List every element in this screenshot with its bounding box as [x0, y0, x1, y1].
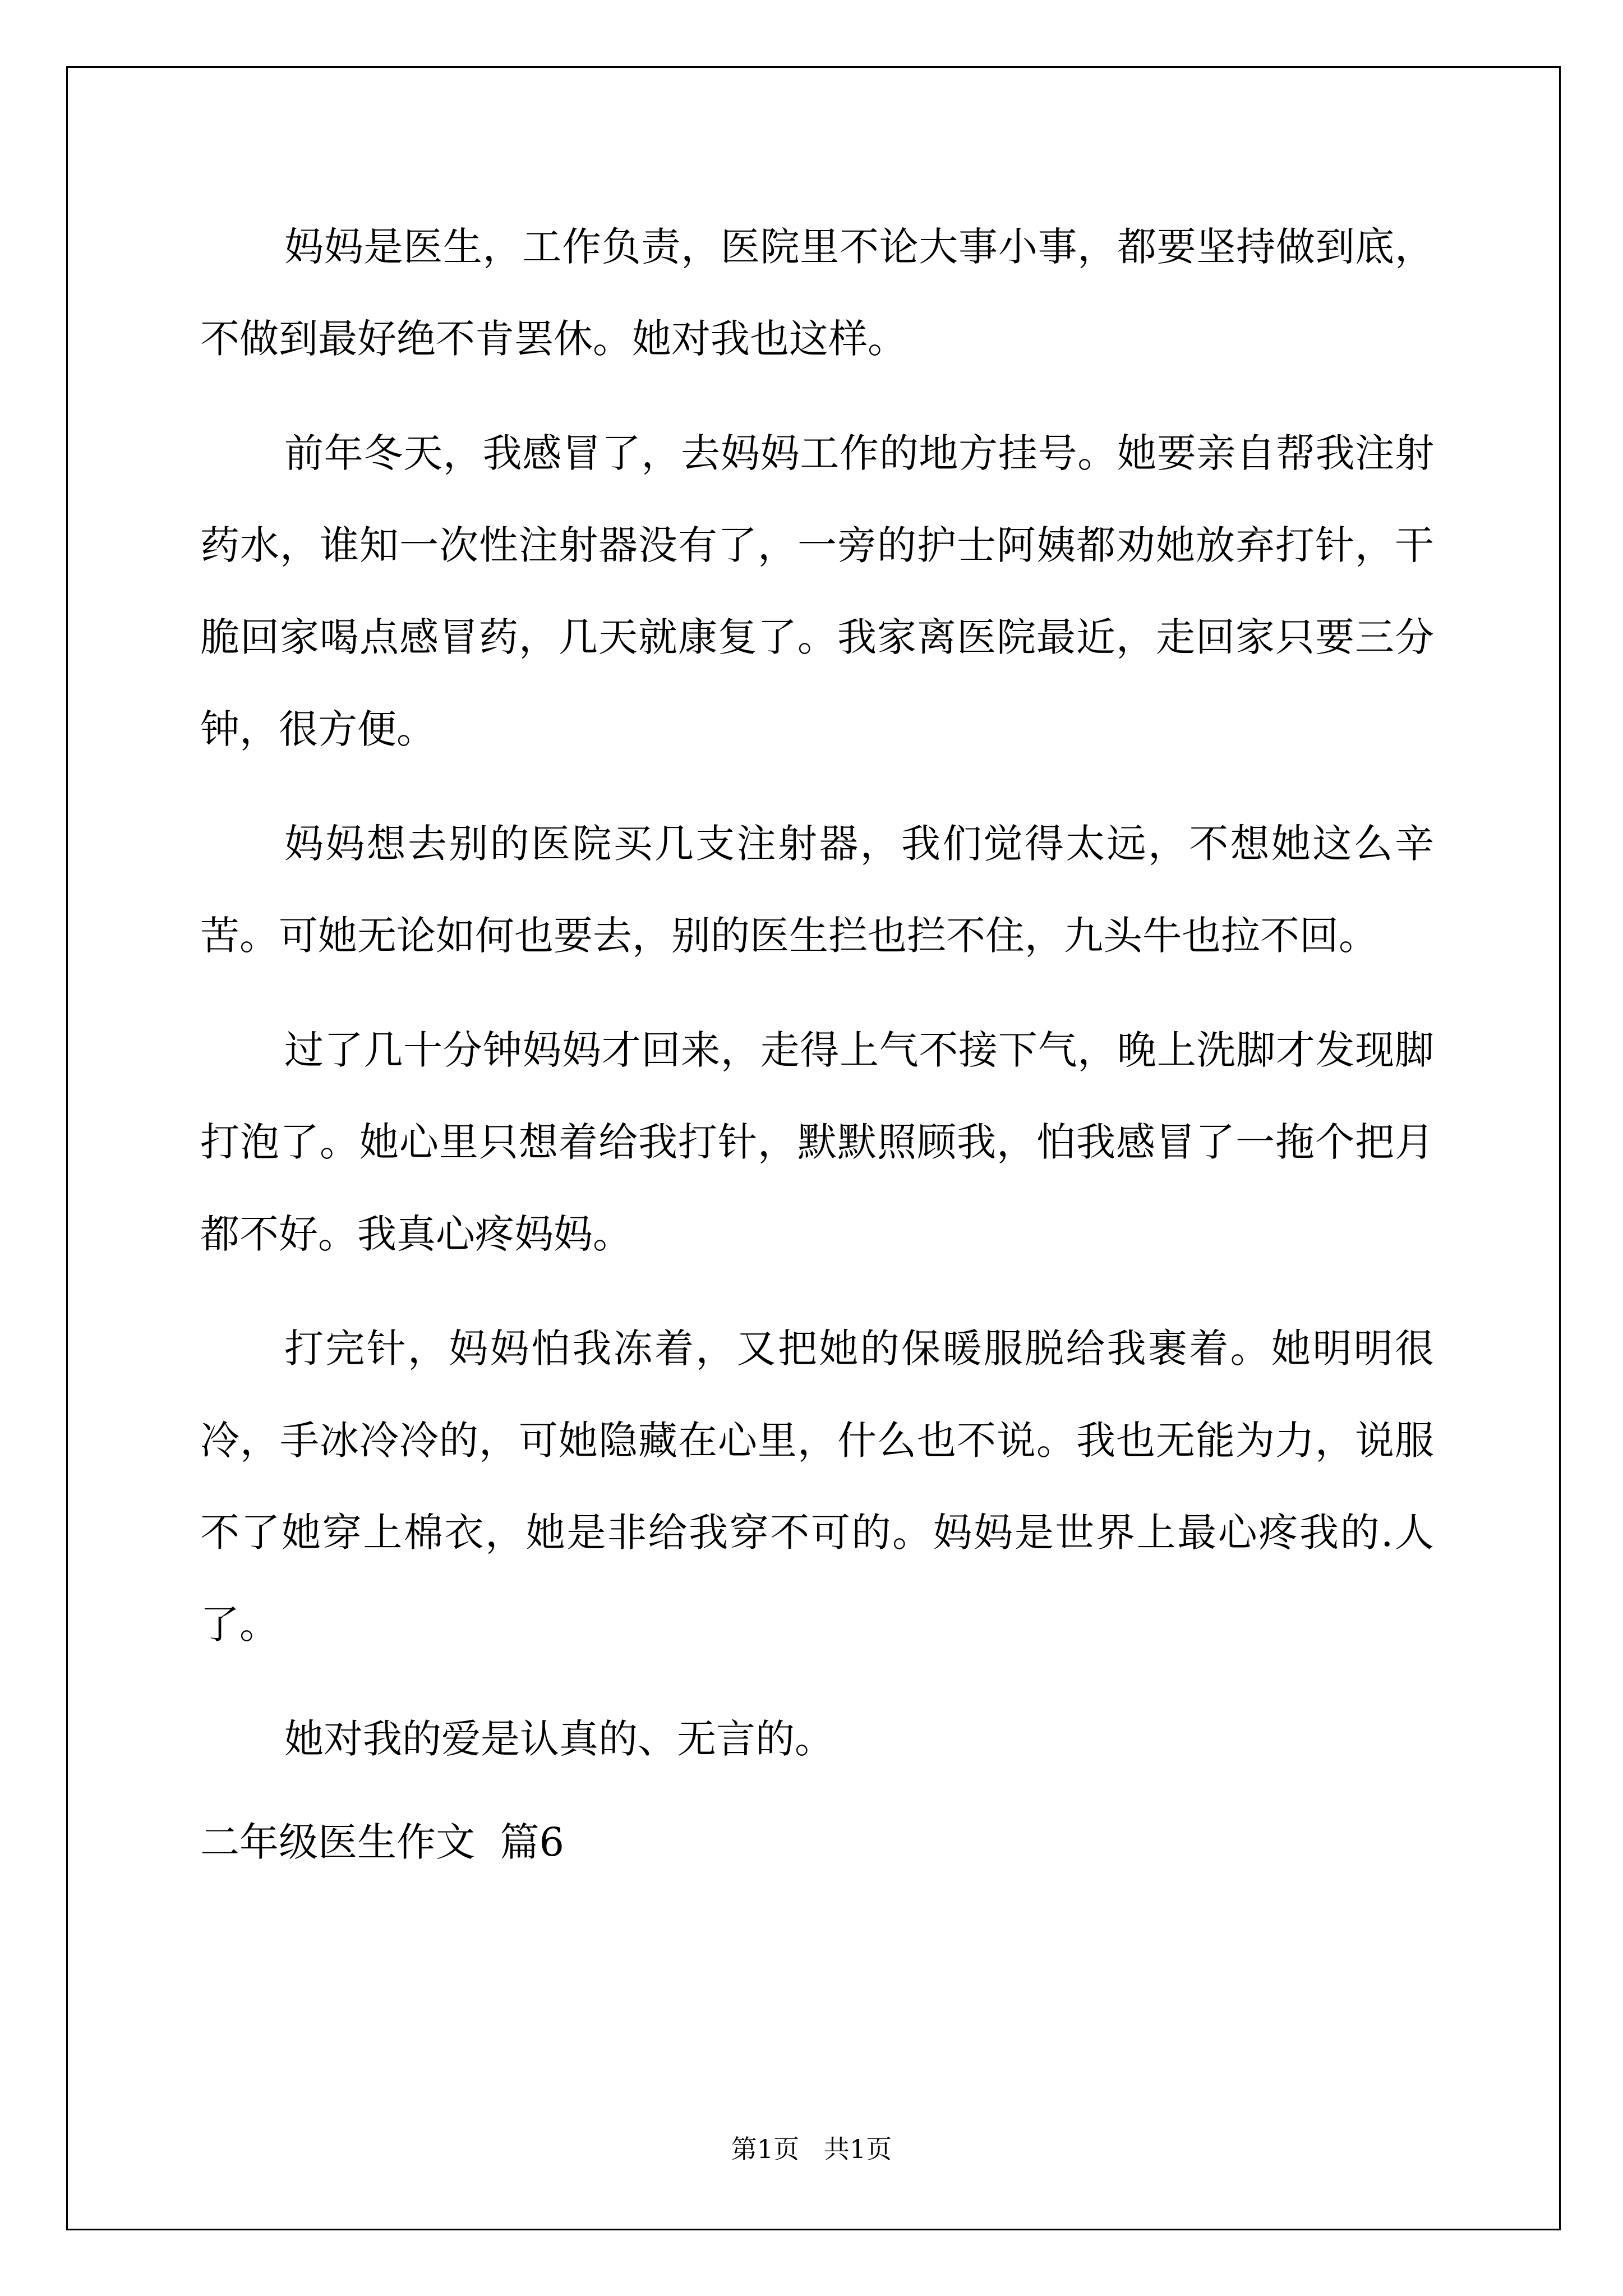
document-body — [200, 201, 1434, 1888]
paragraph: 过了几十分钟妈妈才回来，走得上气不接下气，晚上洗脚才发现脚打泡了。她心里只想着给我打针，默默照顾我，怕我感冒了一拖个把月都不好。我真心疼妈妈。 — [200, 1027, 1434, 1257]
paragraph: 她对我的爱是认真的、无言的。 — [284, 1716, 834, 1762]
paragraph: 打完针，妈妈怕我冻着，又把她的保暖服脱给我裹着。她明明很冷，手冰冷冷的，可她隐藏在心里，什么也不说。我也无能为力，说服不了她穿上棉衣，她是非给我穿不可的。妈妈是世界上最心疼我的.人了。 — [200, 1326, 1434, 1648]
paragraph: 妈妈是医生，工作负责，医院里不论大事小事，都要坚持做到底，不做到最好绝不肯罢休。她对我也这样。 — [200, 224, 1434, 362]
paragraph: 妈妈想去别的医院买几支注射器，我们觉得太远，不想她这么辛苦。可她无论如何也要去，别的医生拦也拦不住，九头牛也拉不回。 — [200, 821, 1434, 959]
section-heading: 二年级医生作文 篇6 — [200, 1819, 565, 1865]
page-footer: 第1页 共1页 — [731, 2134, 892, 2164]
paragraph: 前年冬天，我感冒了，去妈妈工作的地方挂号。她要亲自帮我注射药水，谁知一次性注射器没有了，一旁的护士阿姨都劝她放弃打针，干脆回家喝点感冒药，几天就康复了。我家离医院最近，走回家只要三分钟，很方便。 — [200, 430, 1434, 752]
